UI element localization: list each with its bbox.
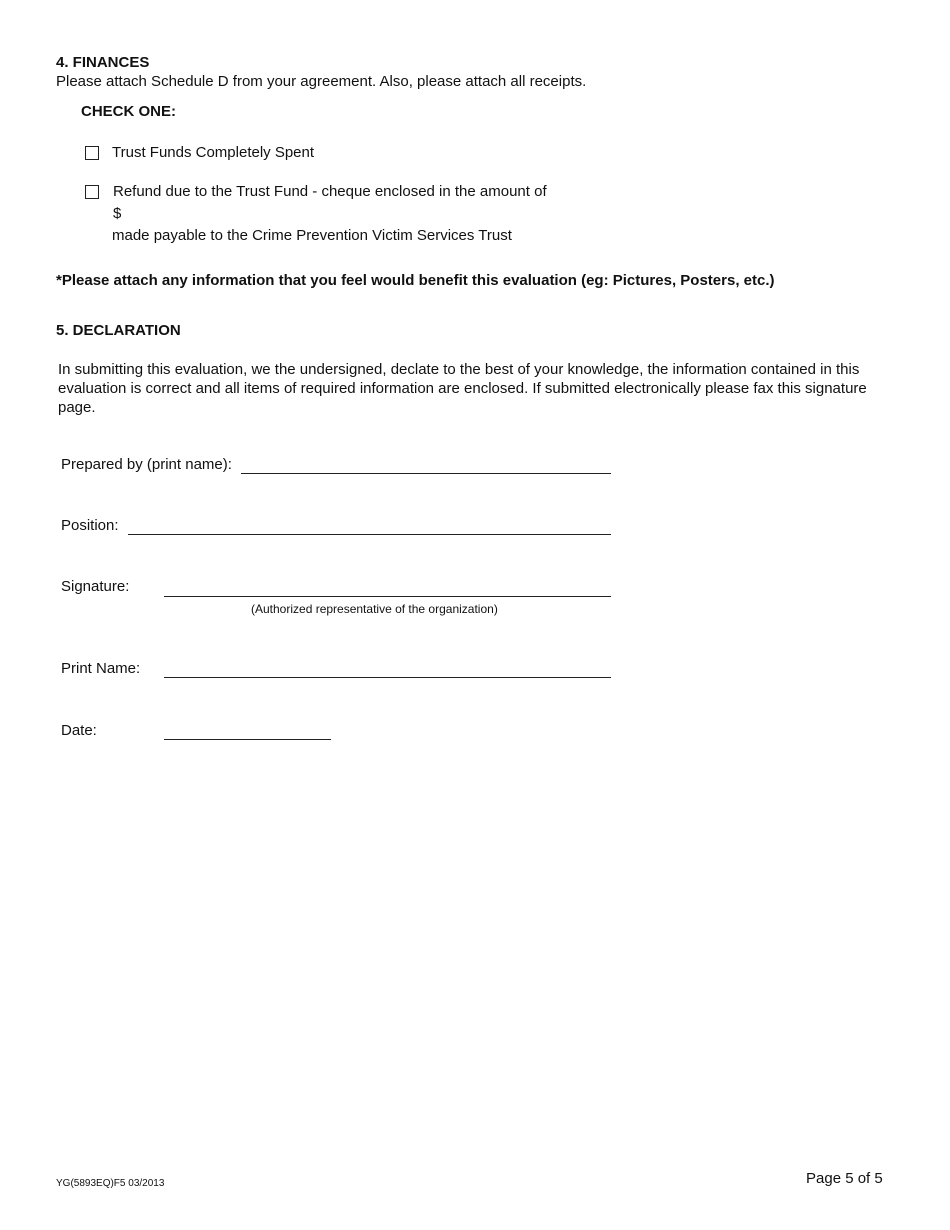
refund-label: Refund due to the Trust Fund - cheque enclosed in the amount of — [113, 183, 547, 200]
position-field[interactable] — [128, 534, 611, 535]
print-name-field[interactable] — [164, 677, 611, 678]
signature-label: Signature: — [61, 578, 130, 595]
refund-amount-dollar: $ — [113, 205, 122, 222]
declaration-text: In submitting this evaluation, we the undersigned, declate to the best of your knowledge, the information contained in this evaluation is correct and all items of required information are enclosed. If submitted electronically please fax this signature page. — [58, 361, 867, 416]
signature-field[interactable] — [164, 596, 611, 597]
finances-heading: 4. FINANCES — [56, 54, 150, 71]
date-field[interactable] — [164, 739, 331, 740]
attach-note: *Please attach any information that you feel would benefit this evaluation (eg: Pictures, Posters, etc.) — [56, 272, 775, 289]
prepared-by-label: Prepared by (print name): — [61, 456, 232, 473]
funds-spent-label: Trust Funds Completely Spent — [112, 144, 315, 161]
print-name-label: Print Name: — [61, 660, 141, 677]
finances-instruction: Please attach Schedule D from your agreement. Also, please attach all receipts. — [56, 73, 587, 90]
payable-note: made payable to the Crime Prevention Victim Services Trust — [112, 227, 512, 244]
funds-spent-checkbox[interactable] — [85, 146, 99, 160]
date-label: Date: — [61, 722, 97, 739]
refund-checkbox[interactable] — [85, 185, 99, 199]
declaration-heading: 5. DECLARATION — [56, 322, 181, 339]
form-code: YG(5893EQ)F5 03/2013 — [56, 1178, 165, 1189]
prepared-by-field[interactable] — [241, 473, 611, 474]
position-label: Position: — [61, 517, 119, 534]
check-one-label: CHECK ONE: — [81, 103, 177, 120]
signature-caption: (Authorized representative of the organization) — [251, 602, 498, 616]
page-number: Page 5 of 5 — [806, 1170, 883, 1187]
